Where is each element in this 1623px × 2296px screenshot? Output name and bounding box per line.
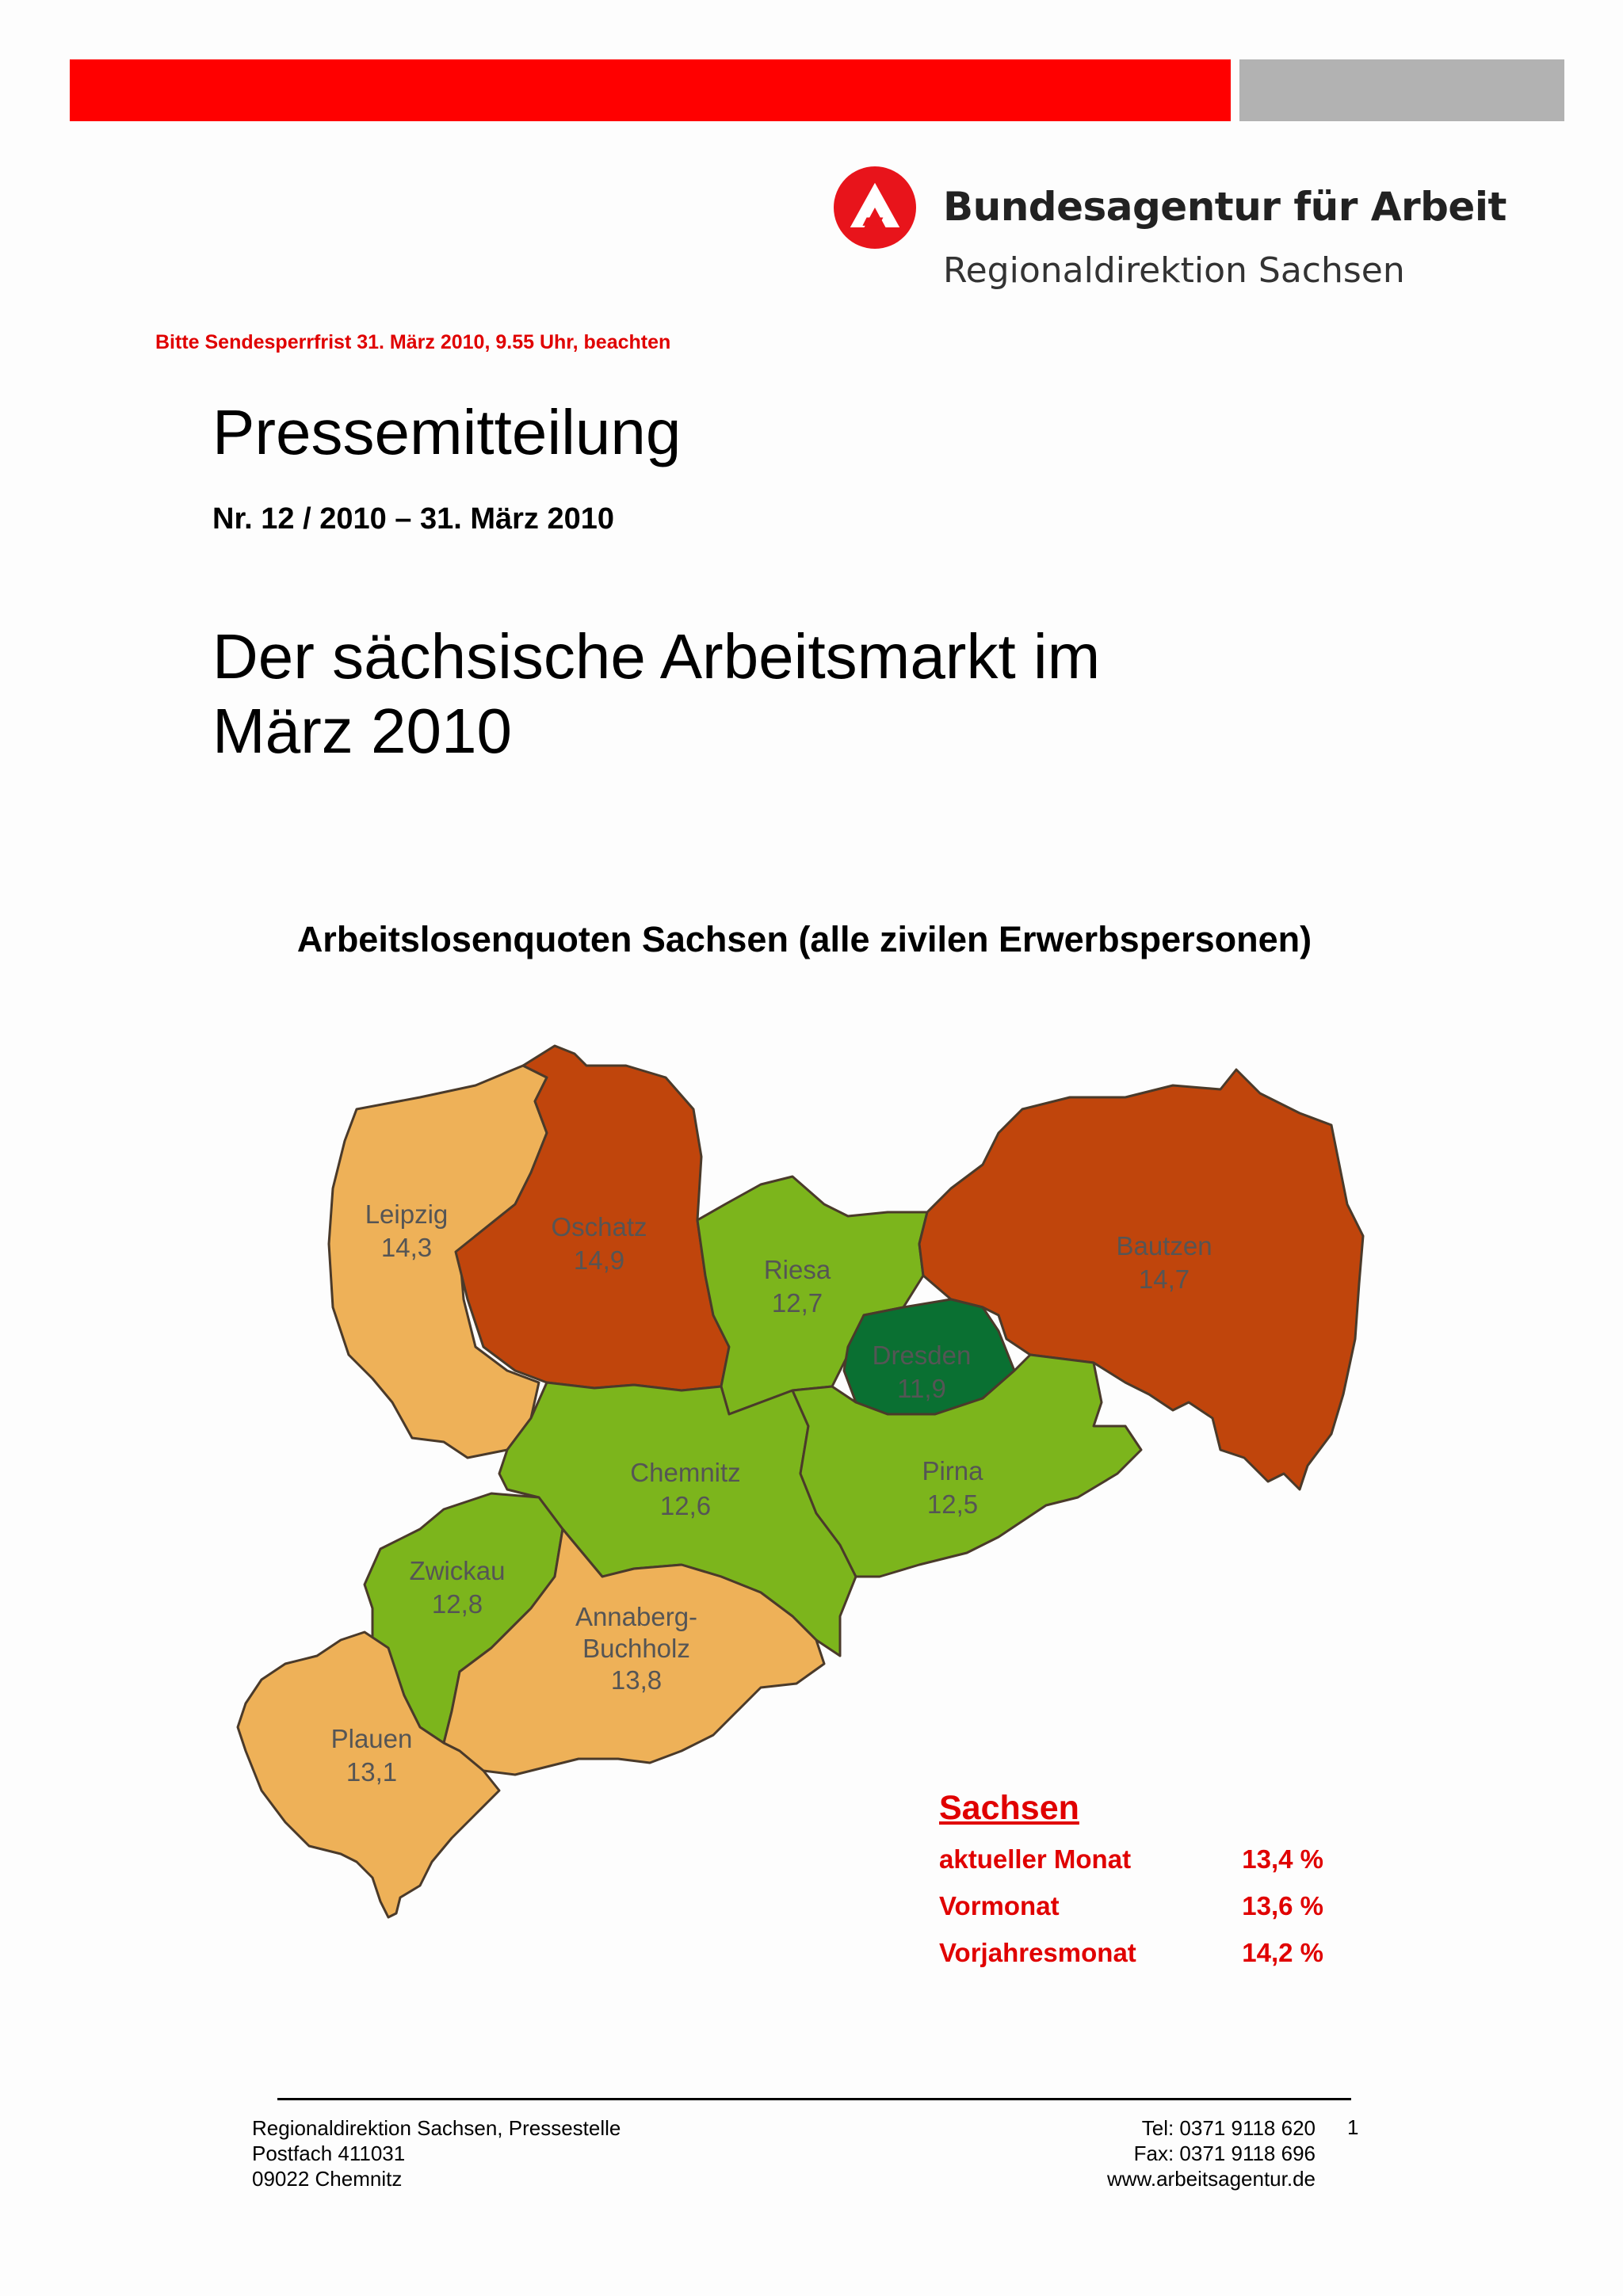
region-label-pirna: Pirna	[922, 1456, 983, 1486]
summary-label: Vorjahresmonat	[939, 1938, 1136, 1967]
region-label-oschatz: Oschatz	[551, 1212, 647, 1241]
region-label-annaberg-1: Annaberg-	[575, 1602, 698, 1631]
org-name: Bundesagentur für Arbeit	[943, 184, 1507, 230]
header-red-bar	[70, 59, 1231, 121]
region-value-leipzig: 14,3	[380, 1233, 433, 1262]
footer-fax: Fax: 0371 9118 696	[1133, 2142, 1316, 2165]
summary-label: aktueller Monat	[939, 1844, 1132, 1874]
org-subtitle: Regionaldirektion Sachsen	[943, 250, 1405, 291]
region-value-chemnitz: 12,6	[659, 1491, 712, 1520]
summary-row	[939, 1891, 1323, 1926]
footer-address-line: 09022 Chemnitz	[252, 2167, 403, 2191]
summary-heading: Sachsen	[939, 1789, 1079, 1827]
region-label-riesa: Riesa	[763, 1255, 831, 1284]
footer-rule	[277, 2098, 1351, 2100]
document-number: Nr. 12 / 2010 – 31. März 2010	[212, 502, 615, 536]
region-value-plauen: 13,1	[346, 1757, 398, 1787]
footer-website[interactable]: www.arbeitsagentur.de	[1106, 2167, 1316, 2191]
summary-row	[939, 1844, 1323, 1879]
region-label-dresden: Dresden	[872, 1341, 972, 1370]
summary-value: 13,4 %	[1242, 1844, 1323, 1874]
header-grey-bar	[1239, 59, 1564, 121]
headline-line-2: März 2010	[212, 696, 512, 766]
region-value-annaberg: 13,8	[610, 1665, 663, 1695]
region-value-riesa: 12,7	[771, 1288, 823, 1318]
region-label-leipzig: Leipzig	[365, 1199, 449, 1229]
region-value-oschatz: 14,9	[573, 1245, 625, 1275]
region-label-plauen: Plauen	[330, 1724, 413, 1753]
embargo-notice: Bitte Sendesperrfrist 31. März 2010, 9.55 Uhr, beachten	[155, 331, 671, 353]
region-value-bautzen: 14,7	[1138, 1264, 1190, 1294]
region-label-zwickau: Zwickau	[409, 1556, 506, 1585]
headline	[212, 620, 1401, 769]
summary-value: 14,2 %	[1242, 1938, 1323, 1967]
headline-line-1: Der sächsische Arbeitsmarkt im	[212, 621, 1101, 692]
summary-value: 13,6 %	[1242, 1891, 1323, 1920]
footer-phone: Tel: 0371 9118 620	[1141, 2116, 1316, 2140]
summary-label: Vormonat	[939, 1891, 1060, 1920]
region-value-pirna: 12,5	[926, 1489, 979, 1519]
saxony-map	[0, 1030, 1623, 1941]
footer-address-line: Postfach 411031	[252, 2142, 406, 2165]
region-value-dresden: 11,9	[897, 1374, 946, 1403]
summary-row	[939, 1938, 1323, 1973]
region-label-chemnitz: Chemnitz	[630, 1458, 741, 1487]
footer-address-line: Regionaldirektion Sachsen, Pressestelle	[252, 2116, 621, 2140]
page-number: 1	[1347, 2115, 1359, 2139]
document-type: Pressemitteilung	[212, 397, 682, 467]
ba-logo-icon	[834, 166, 916, 249]
region-value-zwickau: 12,8	[431, 1589, 483, 1619]
region-label-bautzen: Bautzen	[1116, 1231, 1212, 1261]
region-label-annaberg-2: Buchholz	[582, 1634, 690, 1663]
map-title: Arbeitslosenquoten Sachsen (alle zivilen Erwerbspersonen)	[296, 919, 1312, 959]
